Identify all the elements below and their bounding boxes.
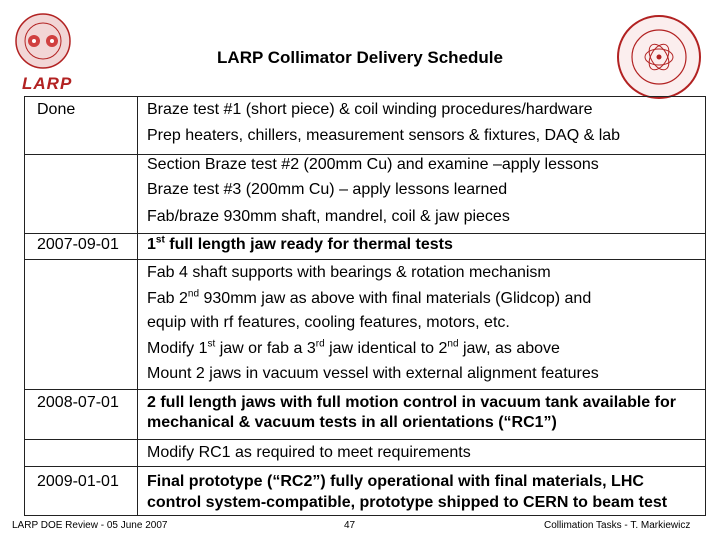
task-line: Modify RC1 as required to meet requirements — [147, 444, 471, 461]
milestone-line: control system-compatible, prototype shipped to CERN to beam test — [147, 494, 668, 511]
task-line: Braze test #1 (short piece) & coil winding procedures/hardware — [147, 101, 593, 118]
milestone-line: 1st full length jaw ready for thermal tests — [147, 234, 453, 253]
row-divider — [24, 466, 706, 467]
row-divider — [24, 439, 706, 440]
footer-right: Collimation Tasks - T. Markiewicz — [544, 520, 691, 531]
task-line: Fab 4 shaft supports with bearings & rotation mechanism — [147, 264, 551, 281]
row-date: 2008-07-01 — [37, 394, 119, 411]
milestone-line: mechanical & vacuum tests in all orientations (“RC1”) — [147, 414, 557, 431]
row-date: 2007-09-01 — [37, 236, 119, 253]
row-divider — [24, 259, 706, 260]
row-divider — [24, 389, 706, 390]
milestone-line: 2 full length jaws with full motion control in vacuum tank available for — [147, 394, 676, 411]
page-number: 47 — [344, 520, 356, 531]
task-line: Modify 1st jaw or fab a 3rd jaw identical to 2nd jaw, as above — [147, 338, 560, 357]
task-line: equip with rf features, cooling features, motors, etc. — [147, 314, 510, 331]
row-date: Done — [37, 101, 76, 118]
row-date: 2009-01-01 — [37, 473, 119, 490]
larp-logo-text: LARP — [22, 74, 73, 93]
footer-left: LARP DOE Review - 05 June 2007 — [12, 520, 168, 531]
column-divider — [137, 96, 138, 516]
task-line: Prep heaters, chillers, measurement sensors & fixtures, DAQ & lab — [147, 127, 621, 144]
row-divider — [24, 154, 706, 155]
milestone-line: Final prototype (“RC2”) fully operational with final materials, LHC — [147, 473, 644, 490]
task-line: Fab 2nd 930mm jaw as above with final materials (Glidcop) and — [147, 288, 592, 307]
task-line: Fab/braze 930mm shaft, mandrel, coil & jaw pieces — [147, 208, 510, 225]
task-line: Braze test #3 (200mm Cu) – apply lessons learned — [147, 181, 508, 198]
row-divider — [24, 233, 706, 234]
task-line: Section Braze test #2 (200mm Cu) and examine –apply lessons — [147, 156, 599, 173]
page-title: LARP Collimator Delivery Schedule — [217, 48, 503, 67]
task-line: Mount 2 jaws in vacuum vessel with external alignment features — [147, 365, 599, 382]
